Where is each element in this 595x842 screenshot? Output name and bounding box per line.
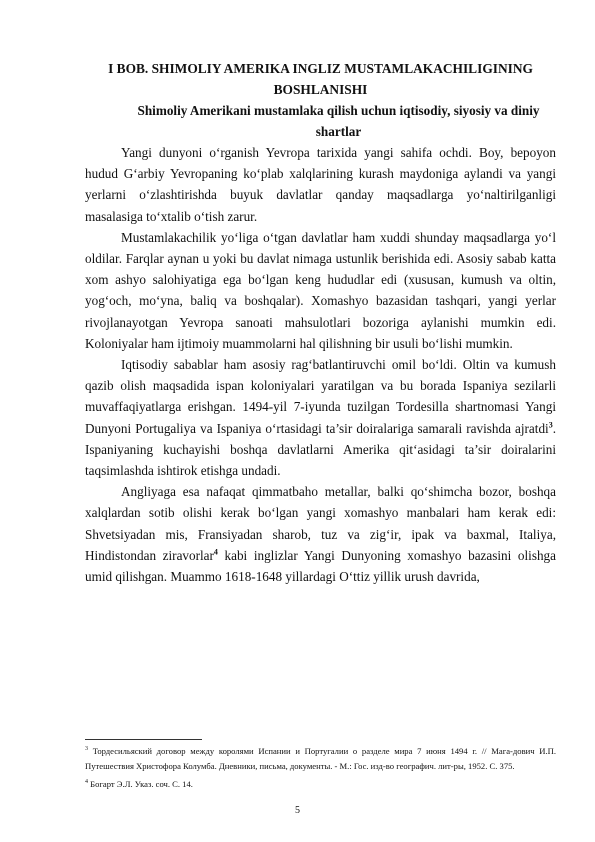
footnote-ref-3[interactable]: 3 [548, 420, 553, 430]
footnotes [85, 742, 556, 792]
footnote-divider [85, 739, 202, 740]
footnote-number: 3 [85, 746, 88, 752]
chapter-title: I BOB. SHIMOLIY AMERIKA INGLIZ MUSTAMLAKACHILIGINING BOSHLANISHI [108, 61, 533, 97]
paragraph-3-text-before: Iqtisodiy sabablar ham asosiy rag‘batlantiruvchi omil bo‘ldi. Oltin va kumush qazib olish maqsadida ispan koloniyalari yaratilgan va bu borada Ispaniya sezilarli muvaffaqiyatlarga erishgan. 1494-yil 7-iyunda tuzilgan Tordesilla shartnomasi Yangi Dunyoni Portugaliya va Ispaniya o‘rtasidagi ta’sir doiralariga samarali ravishda ajratdi [85, 357, 556, 436]
paragraph-4 [85, 481, 556, 587]
page-number: 5 [295, 805, 300, 816]
footnote-number: 4 [85, 778, 88, 785]
page-body [85, 58, 556, 587]
footnote-ref-4[interactable]: 4 [213, 547, 218, 557]
footnote-4 [85, 775, 556, 792]
paragraph-3-text-after: . Ispaniyaning kuchayishi boshqa davlatlarni Amerika qit‘asidagi ta’sir doiralarini taqsimlashda ishtirok etishga undadi. [85, 420, 556, 479]
paragraph-3 [85, 354, 556, 481]
paragraph-2: Mustamlakachilik yo‘liga o‘tgan davlatlar ham xuddi shunday maqsadlarga yo‘l oldilar. Farqlar aynan u yoki bu davlat nimaga ustunlik berishida edi. Asosiy sabab katta xom ashyo salohiyatiga ega bo‘lgan keng hududlar edi (xususan, kumush va oltin, yog‘och, mo‘yna, baliq va boshqalar). Xomashyo bazasidan tashqari, yangi yerlar rivojlanayotgan Yevropa sanoati mahsulotlari bozoriga aylanishi mumkin edi. Koloniyalar ham ijtimoiy muammolarni hal qilishning bir usuli bo‘lishi mumkin. [85, 229, 556, 351]
section-title: Shimoliy Amerikani mustamlaka qilish uchun iqtisodiy, siyosiy va diniy shartlar [137, 103, 540, 139]
paragraph-4-text-before: Angliyaga esa nafaqat qimmatbaho metallar, balki qo‘shimcha bozor, boshqa xalqlardan sotib olishi kerak bo‘lgan yangi xomashyo manbalari ham kerak edi: Shvetsiyadan mis, Fransiyadan sharob, tuz va zig‘ir, ipak va baxmal, Italiya, Hindistondan ziravorlar [85, 484, 556, 563]
footnote-3 [85, 742, 556, 775]
paragraph-4-text-after: kabi inglizlar Yangi Dunyoning xomashyo bazasini olishga umid qilishgan. Muammo 1618-1648 yillardagi O‘ttiz yillik urush davrida, [85, 547, 556, 585]
paragraph-1: Yangi dunyoni o‘rganish Yevropa tarixida yangi sahifa ochdi. Boy, bepoyon hudud G‘arbiy Yevropaning ko‘plab xalqlarining kurash maydoniga aylandi va yangi yerlarni o‘zlashtirishda buyuk davlatlar qanday maqsadlarga yo‘naltirilganligi masalasiga to‘xtalib o‘tish zarur. [85, 145, 556, 224]
footnote-text: Тордесильяский договор между королями Испании и Португалии о разделе мира 7 июня 1494 г. // Мага-дович И.П. Путешествия Христофора Колумба. Дневники, письма, документы. - М.: Гос. изд-во географич. лит-ры, 1952. С. 375. [85, 745, 556, 772]
footnote-text: Богарт Э.Л. Указ. соч. С. 14. [88, 778, 193, 789]
